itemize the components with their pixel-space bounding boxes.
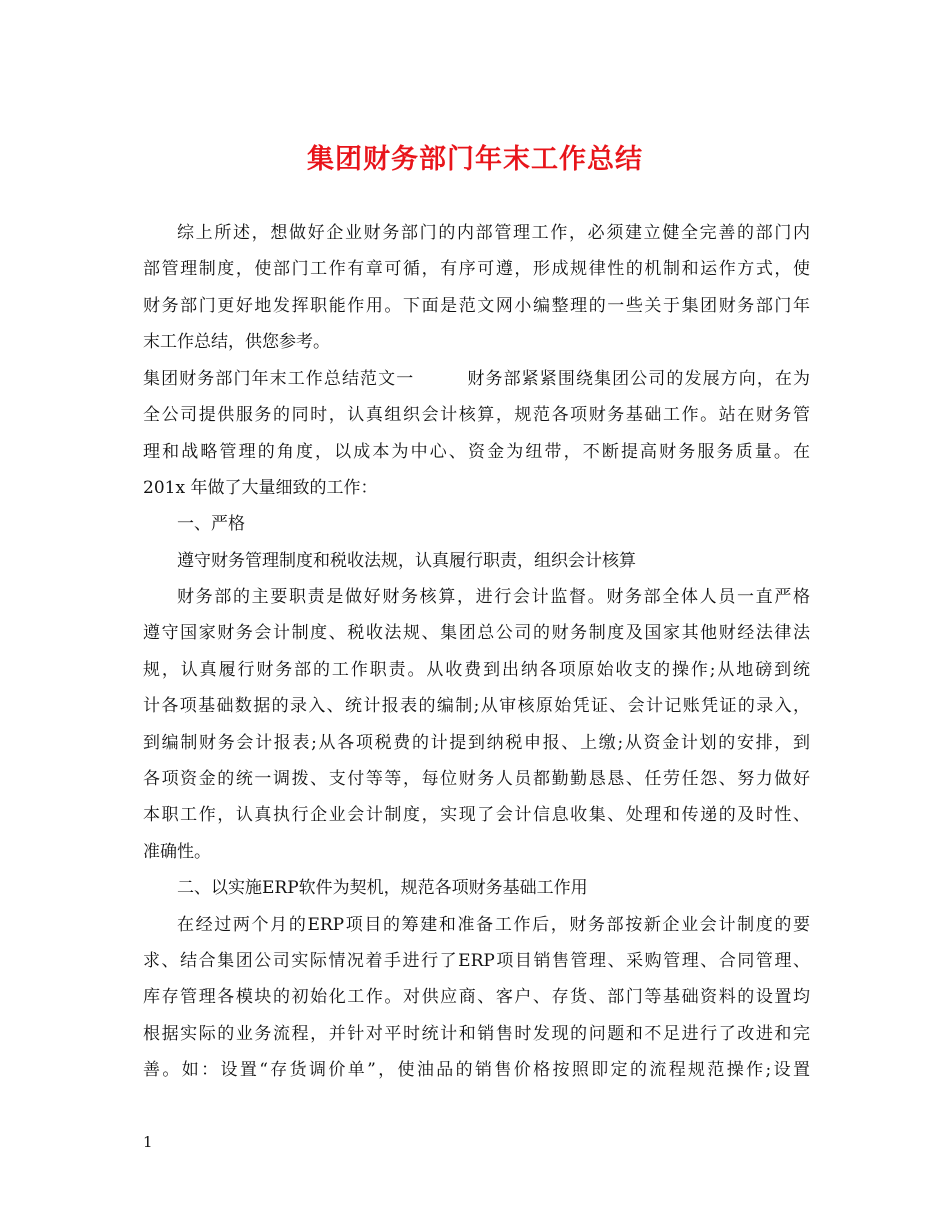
paragraph-line: 财务部门更好地发挥职能作用。下面是范文网小编整理的一些关于集团财务部门年 xyxy=(143,296,810,316)
paragraph-line: 规，认真履行财务部的工作职责。从收费到出纳各项原始收支的操作;从地磅到统 xyxy=(143,660,810,680)
sample-heading: 集团财务部门年末工作总结范文一 xyxy=(143,369,415,389)
paragraph-line: 善。如：设置“存货调价单”，使油品的销售价格按照即定的流程规范操作;设置 xyxy=(143,1060,810,1080)
paragraph-line: 理和战略管理的角度，以成本为中心、资金为纽带，不断提高财务服务质量。在 xyxy=(143,442,810,462)
paragraph-line: 部管理制度，使部门工作有章可循，有序可遵，形成规律性的机制和运作方式，使 xyxy=(143,259,810,279)
paragraph-line: 各项资金的统一调拨、支付等等，每位财务人员都勤勤恳恳、任劳任怨、努力做好 xyxy=(143,769,810,789)
paragraph-line: 库存管理各模块的初始化工作。对供应商、客户、存货、部门等基础资料的设置均 xyxy=(143,987,810,1007)
paragraph-line: 201x 年做了大量细致的工作： xyxy=(143,478,378,498)
paragraph-line: 遵守财务管理制度和税收法规，认真履行职责，组织会计核算 xyxy=(177,551,636,571)
paragraph-line: 计各项基础数据的录入、统计报表的编制;从审核原始凭证、会计记账凭证的录入， xyxy=(143,696,810,716)
paragraph-line: 末工作总结，供您参考。 xyxy=(143,332,330,352)
page-number: 1 xyxy=(143,1133,153,1151)
section-heading: 二、以实施ERP软件为契机，规范各项财务基础工作用 xyxy=(177,878,588,898)
paragraph-line: 在经过两个月的ERP项目的筹建和准备工作后，财务部按新企业会计制度的要 xyxy=(177,915,810,935)
paragraph-line: 综上所述，想做好企业财务部门的内部管理工作，必须建立健全完善的部门内 xyxy=(177,223,810,243)
paragraph-line: 本职工作，认真执行企业会计制度，实现了会计信息收集、处理和传递的及时性、 xyxy=(143,805,810,825)
paragraph-line: 全公司提供服务的同时，认真组织会计核算，规范各项财务基础工作。站在财务管 xyxy=(143,405,810,425)
section-heading: 一、严格 xyxy=(177,514,245,534)
paragraph-line: 求、结合集团公司实际情况着手进行了ERP项目销售管理、采购管理、合同管理、 xyxy=(143,951,810,971)
paragraph-line: 财务部的主要职责是做好财务核算，进行会计监督。财务部全体人员一直严格 xyxy=(177,587,810,607)
document-title: 集团财务部门年末工作总结 xyxy=(307,144,643,175)
paragraph-line: 到编制财务会计报表;从各项税费的计提到纳税申报、上缴;从资金计划的安排，到 xyxy=(143,733,810,753)
paragraph-text: 财务部紧紧围绕集团公司的发展方向，在为 xyxy=(466,369,811,389)
paragraph-line: 准确性。 xyxy=(143,842,211,862)
paragraph-line: 遵守国家财务会计制度、税收法规、集团总公司的财务制度及国家其他财经法律法 xyxy=(143,623,810,643)
paragraph-line xyxy=(143,368,810,390)
paragraph-line: 根据实际的业务流程，并针对平时统计和销售时发现的问题和不足进行了改进和完 xyxy=(143,1024,810,1044)
